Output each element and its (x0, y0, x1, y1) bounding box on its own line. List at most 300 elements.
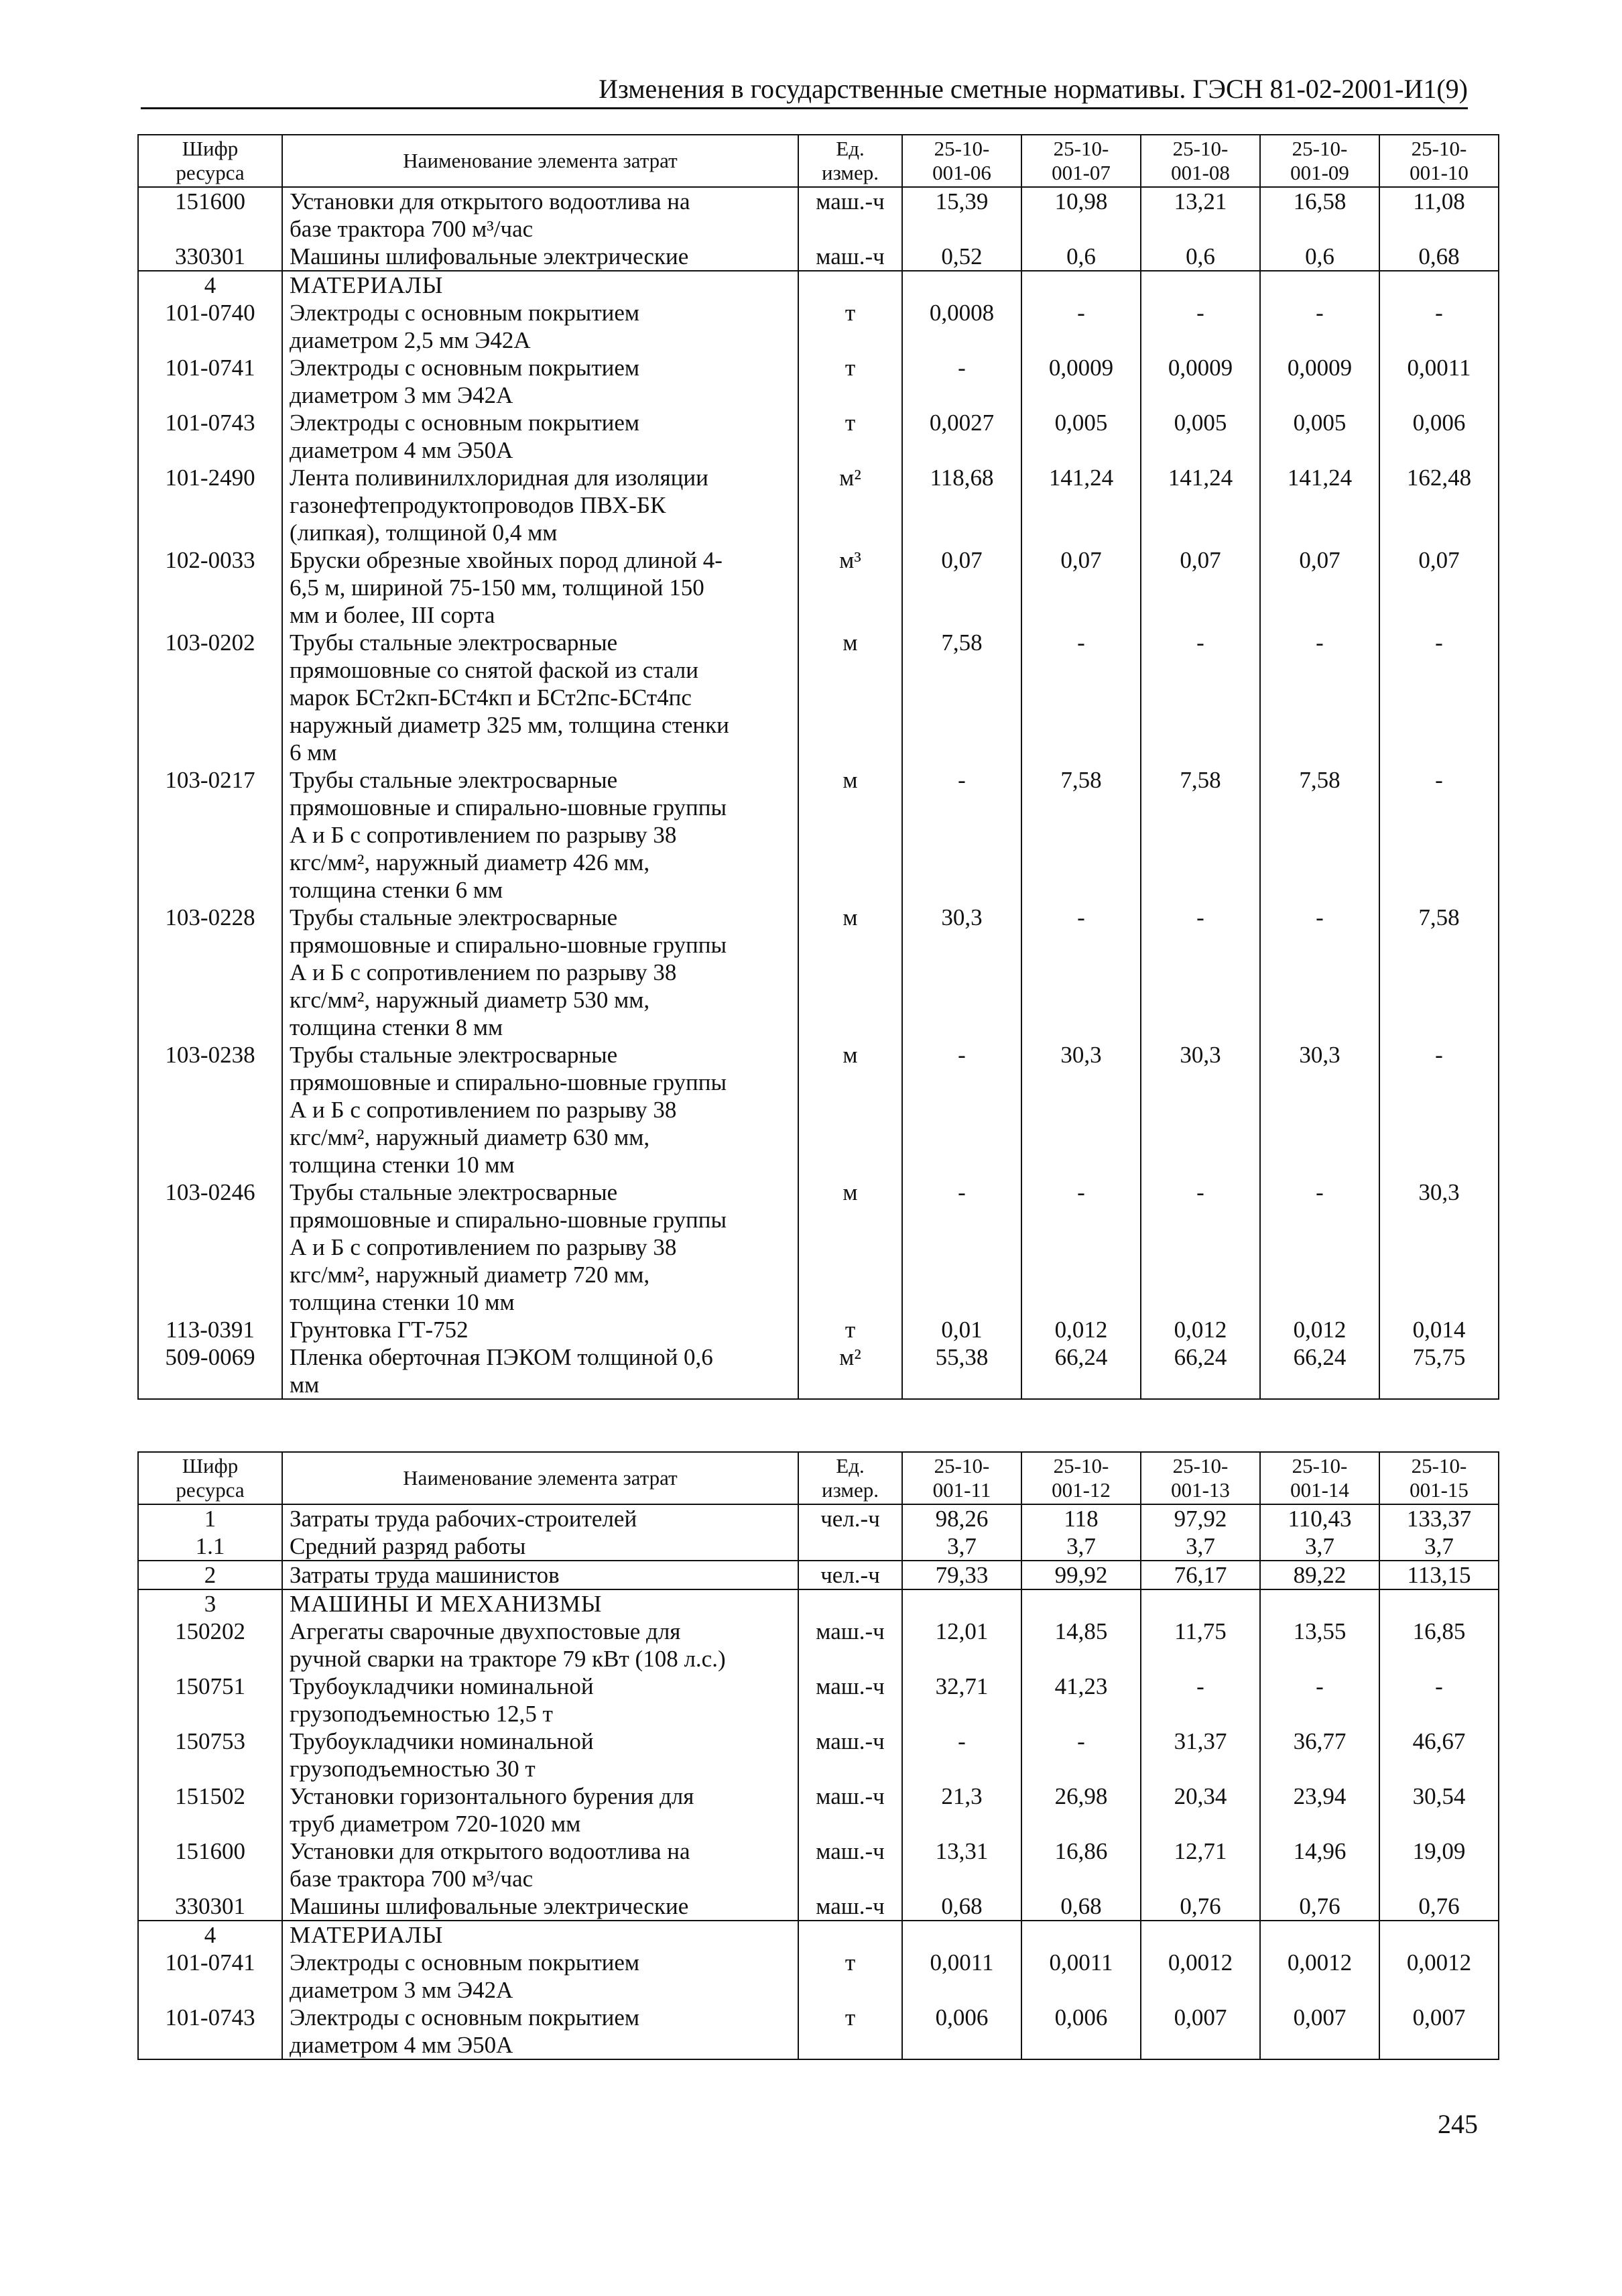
resource-code: 4 (138, 271, 282, 299)
norm-value: 30,3 (902, 904, 1021, 1041)
norm-value: - (1141, 629, 1260, 766)
norm-value (1379, 271, 1499, 299)
norm-value: 98,26 (902, 1504, 1021, 1532)
norm-value: 0,76 (1260, 1892, 1379, 1921)
name-line: грузоподъемностью 30 т (290, 1756, 536, 1782)
norm-value: 141,24 (1141, 464, 1260, 546)
norm-value: 30,3 (1141, 1041, 1260, 1179)
cost-element-name (282, 299, 798, 354)
cost-element-name (282, 1316, 798, 1343)
section-title (282, 1921, 798, 1949)
norm-value (1141, 1589, 1260, 1618)
cost-element-name (282, 1728, 798, 1783)
name-line: прямошовные и спирально-шовные группы (290, 794, 727, 821)
unit-cell: м (798, 1179, 902, 1316)
name-line: Пленка оберточная ПЭКОМ толщиной 0,6 (290, 1344, 713, 1370)
norm-column-header: 25-10- 001-13 (1141, 1452, 1260, 1504)
table-row (138, 629, 1499, 766)
name-line: МАШИНЫ И МЕХАНИЗМЫ (290, 1591, 603, 1617)
name-line: прямошовные со снятой фаской из стали (290, 657, 699, 683)
norm-value: 0,68 (1379, 243, 1499, 271)
norm-value: 162,48 (1379, 464, 1499, 546)
norm-column-header: 25-10- 001-11 (902, 1452, 1021, 1504)
norm-value: 3,7 (1379, 1532, 1499, 1561)
resource-code: 1 (138, 1504, 282, 1532)
table-row (138, 354, 1499, 409)
name-line: прямошовные и спирально-шовные группы (290, 1069, 727, 1095)
norm-value (1260, 271, 1379, 299)
norm-value (902, 271, 1021, 299)
norm-value: 3,7 (1260, 1532, 1379, 1561)
name-line: Трубы стальные электросварные (290, 767, 618, 793)
norm-value: 11,08 (1379, 187, 1499, 243)
norms-table-2 (137, 1451, 1499, 2060)
resource-code: 150202 (138, 1618, 282, 1673)
unit-cell: м² (798, 464, 902, 546)
cost-element-name (282, 546, 798, 629)
norm-value: 66,24 (1260, 1343, 1379, 1399)
norm-value (1021, 271, 1141, 299)
name-line: Трубоукладчики номинальной (290, 1673, 594, 1699)
table-row (138, 1673, 1499, 1728)
table-row (138, 2004, 1499, 2059)
table-row (138, 546, 1499, 629)
unit-cell: маш.-ч (798, 1618, 902, 1673)
name-line: МАТЕРИАЛЫ (290, 272, 444, 298)
resource-code: 103-0238 (138, 1041, 282, 1179)
name-line: газонефтепродуктопроводов ПВХ-БК (290, 492, 666, 518)
cost-element-name (282, 1618, 798, 1673)
table-row (138, 187, 1499, 243)
table-row (138, 1532, 1499, 1561)
name-line: кгс/мм², наружный диаметр 426 мм, (290, 849, 650, 875)
norm-value: 30,3 (1379, 1179, 1499, 1316)
norm-value: 133,37 (1379, 1504, 1499, 1532)
norm-value: 0,0009 (1021, 354, 1141, 409)
norm-value: 16,86 (1021, 1837, 1141, 1892)
resource-code: 103-0246 (138, 1179, 282, 1316)
name-line: марок БСт2кп-БСт4кп и БСт2пс-БСт4пс (290, 684, 692, 711)
norm-value: 110,43 (1260, 1504, 1379, 1532)
norm-value: - (1141, 904, 1260, 1041)
unit-cell (798, 1532, 902, 1561)
norm-value: - (1260, 1179, 1379, 1316)
name-line: Машины шлифовальные электрические (290, 243, 689, 269)
norm-value: 0,07 (902, 546, 1021, 629)
name-line: диаметром 2,5 мм Э42А (290, 327, 531, 353)
unit-cell (798, 271, 902, 299)
unit-cell: чел.-ч (798, 1561, 902, 1589)
resource-code: 102-0033 (138, 546, 282, 629)
norm-value (1141, 1921, 1260, 1949)
norm-value: 3,7 (1021, 1532, 1141, 1561)
cost-element-name (282, 1892, 798, 1921)
table-row (138, 1892, 1499, 1921)
name-line: А и Б с сопротивлением по разрыву 38 (290, 822, 677, 848)
norm-value: 0,0012 (1141, 1949, 1260, 2004)
name-line: Электроды с основным покрытием (290, 410, 640, 436)
norm-value: - (1141, 1179, 1260, 1316)
cost-element-name (282, 1949, 798, 2004)
norm-value: 118,68 (902, 464, 1021, 546)
norms-table-1 (137, 134, 1499, 1400)
resource-code: 151502 (138, 1783, 282, 1837)
name-line: Трубы стальные электросварные (290, 1179, 618, 1205)
norm-value: 0,6 (1021, 243, 1141, 271)
norm-value: 113,15 (1379, 1561, 1499, 1589)
resource-code: 1.1 (138, 1532, 282, 1561)
page-header (141, 75, 1468, 109)
resource-code: 150751 (138, 1673, 282, 1728)
norm-value: 15,39 (902, 187, 1021, 243)
norm-value: 12,71 (1141, 1837, 1260, 1892)
name-line: Трубоукладчики номинальной (290, 1728, 594, 1754)
norm-column-header: 25-10- 001-09 (1260, 135, 1379, 187)
cost-element-name (282, 904, 798, 1041)
name-line: мм (290, 1372, 320, 1398)
norm-value: 118 (1021, 1504, 1141, 1532)
cost-element-name (282, 1561, 798, 1589)
cost-element-name (282, 1532, 798, 1561)
cost-element-name (282, 1041, 798, 1179)
unit-cell: м² (798, 1343, 902, 1399)
table-row (138, 1179, 1499, 1316)
norm-value: - (1379, 629, 1499, 766)
unit-cell: м³ (798, 546, 902, 629)
name-line: 6 мм (290, 739, 337, 766)
resource-code: 103-0217 (138, 766, 282, 904)
name-line: толщина стенки 6 мм (290, 877, 503, 903)
name-line: кгс/мм², наружный диаметр 530 мм, (290, 987, 650, 1013)
unit-cell: т (798, 299, 902, 354)
norm-value (902, 1589, 1021, 1618)
unit-cell: чел.-ч (798, 1504, 902, 1532)
resource-code: 151600 (138, 187, 282, 243)
resource-code: 150753 (138, 1728, 282, 1783)
norm-value: 26,98 (1021, 1783, 1141, 1837)
name-line: толщина стенки 8 мм (290, 1014, 503, 1040)
norm-value: 0,007 (1379, 2004, 1499, 2059)
unit-cell (798, 1589, 902, 1618)
norm-value: 89,22 (1260, 1561, 1379, 1589)
table-row (138, 409, 1499, 464)
norm-value: - (1021, 1179, 1141, 1316)
unit-cell: т (798, 2004, 902, 2059)
norm-value: 0,006 (1379, 409, 1499, 464)
norm-value: 3,7 (902, 1532, 1021, 1561)
norm-value: - (902, 1041, 1021, 1179)
resource-code: 101-0741 (138, 354, 282, 409)
table-2-body (138, 1504, 1499, 2059)
name-line: Трубы стальные электросварные (290, 629, 618, 656)
norm-value: - (1021, 629, 1141, 766)
name-line: толщина стенки 10 мм (290, 1152, 515, 1178)
resource-code: 2 (138, 1561, 282, 1589)
unit-column-header: Ед. измер. (798, 1452, 902, 1504)
norm-value: 16,58 (1260, 187, 1379, 243)
name-line: А и Б с сопротивлением по разрыву 38 (290, 1097, 677, 1123)
resource-code: 151600 (138, 1837, 282, 1892)
name-line: Затраты труда рабочих-строителей (290, 1506, 637, 1532)
name-line: МАТЕРИАЛЫ (290, 1922, 444, 1948)
norm-value: 7,58 (1260, 766, 1379, 904)
table-row (138, 1316, 1499, 1343)
name-line: диаметром 3 мм Э42А (290, 1977, 513, 2003)
norm-value: - (902, 1728, 1021, 1783)
norm-value: 0,007 (1141, 2004, 1260, 2059)
norm-value (1379, 1921, 1499, 1949)
norm-value: 0,6 (1141, 243, 1260, 271)
page-number: 245 (1438, 2109, 1478, 2139)
norm-value: 141,24 (1260, 464, 1379, 546)
norm-value: 0,01 (902, 1316, 1021, 1343)
norm-value: 13,21 (1141, 187, 1260, 243)
table-row (138, 1783, 1499, 1837)
table-row (138, 1343, 1499, 1399)
table-row (138, 1504, 1499, 1532)
unit-cell: маш.-ч (798, 1837, 902, 1892)
name-line: Лента поливинилхлоридная для изоляции (290, 465, 708, 491)
name-line: Электроды с основным покрытием (290, 300, 640, 326)
norm-value: 66,24 (1141, 1343, 1260, 1399)
name-line: диаметром 3 мм Э42А (290, 382, 513, 408)
section-row (138, 1921, 1499, 1949)
code-column-header: Шифр ресурса (138, 1452, 282, 1504)
name-line: прямошовные и спирально-шовные группы (290, 1207, 727, 1233)
cost-element-name (282, 1837, 798, 1892)
norm-value: 30,54 (1379, 1783, 1499, 1837)
norm-value (1021, 1589, 1141, 1618)
norm-value: 0,07 (1021, 546, 1141, 629)
name-line: Машины шлифовальные электрические (290, 1893, 689, 1919)
name-line: А и Б с сопротивлением по разрыву 38 (290, 959, 677, 985)
table-row (138, 299, 1499, 354)
unit-cell: маш.-ч (798, 1892, 902, 1921)
name-line: 6,5 м, шириной 75-150 мм, толщиной 150 (290, 575, 704, 601)
norm-value: 19,09 (1379, 1837, 1499, 1892)
norm-value: 14,96 (1260, 1837, 1379, 1892)
norm-value: 0,005 (1260, 409, 1379, 464)
norm-value: 0,68 (1021, 1892, 1141, 1921)
norm-value: 0,07 (1379, 546, 1499, 629)
section-title (282, 271, 798, 299)
norm-value: 0,014 (1379, 1316, 1499, 1343)
name-line: Средний разряд работы (290, 1533, 526, 1559)
norm-value: 46,67 (1379, 1728, 1499, 1783)
table-row (138, 464, 1499, 546)
name-line: Грунтовка ГТ-752 (290, 1317, 469, 1343)
name-line: Электроды с основным покрытием (290, 2004, 640, 2031)
table-row (138, 243, 1499, 271)
unit-cell: т (798, 409, 902, 464)
norm-value: 0,6 (1260, 243, 1379, 271)
norm-value: 30,3 (1260, 1041, 1379, 1179)
norm-value: 76,17 (1141, 1561, 1260, 1589)
norm-value: 23,94 (1260, 1783, 1379, 1837)
cost-element-name (282, 243, 798, 271)
norm-value: 0,006 (902, 2004, 1021, 2059)
norm-value: - (902, 1179, 1021, 1316)
norm-column-header: 25-10- 001-06 (902, 135, 1021, 187)
norm-value (1379, 1589, 1499, 1618)
resource-code: 330301 (138, 1892, 282, 1921)
norm-column-header: 25-10- 001-07 (1021, 135, 1141, 187)
norm-value: 0,0011 (1021, 1949, 1141, 2004)
section-row (138, 271, 1499, 299)
norm-value: 10,98 (1021, 187, 1141, 243)
norm-value: 0,0011 (1379, 354, 1499, 409)
resource-code: 4 (138, 1921, 282, 1949)
norm-value: 7,58 (1141, 766, 1260, 904)
resource-code: 330301 (138, 243, 282, 271)
norm-value: 41,23 (1021, 1673, 1141, 1728)
name-line: Бруски обрезные хвойных пород длиной 4- (290, 547, 723, 573)
norm-value: 13,55 (1260, 1618, 1379, 1673)
name-line: ручной сварки на тракторе 79 кВт (108 л.с.) (290, 1646, 726, 1672)
norm-value: 21,3 (902, 1783, 1021, 1837)
norm-value: 30,3 (1021, 1041, 1141, 1179)
norm-value (1021, 1921, 1141, 1949)
unit-cell: т (798, 1949, 902, 2004)
table-row (138, 1618, 1499, 1673)
norm-value: - (1260, 629, 1379, 766)
name-line: (липкая), толщиной 0,4 мм (290, 520, 558, 546)
name-line: Затраты труда машинистов (290, 1562, 560, 1588)
norm-value: - (1141, 1673, 1260, 1728)
name-line: кгс/мм², наружный диаметр 720 мм, (290, 1262, 650, 1288)
name-line: кгс/мм², наружный диаметр 630 мм, (290, 1124, 650, 1150)
norm-value: 0,0011 (902, 1949, 1021, 2004)
unit-cell: маш.-ч (798, 243, 902, 271)
name-line: грузоподъемностью 12,5 т (290, 1701, 553, 1727)
norm-value: - (1379, 1041, 1499, 1179)
name-line: Установки горизонтального бурения для (290, 1783, 694, 1809)
norm-column-header: 25-10- 001-08 (1141, 135, 1260, 187)
table-row (138, 1041, 1499, 1179)
norm-value: 3,7 (1141, 1532, 1260, 1561)
table-row (138, 1728, 1499, 1783)
resource-code: 103-0228 (138, 904, 282, 1041)
norm-value (1141, 271, 1260, 299)
document-title: Изменения в государственные сметные нормативы. ГЭСН 81-02-2001-И1(9) (599, 74, 1468, 104)
unit-cell (798, 1921, 902, 1949)
resource-code: 509-0069 (138, 1343, 282, 1399)
table-row (138, 1561, 1499, 1589)
norm-value: 0,07 (1260, 546, 1379, 629)
cost-element-name (282, 187, 798, 243)
norm-value: 0,07 (1141, 546, 1260, 629)
name-line: диаметром 4 мм Э50А (290, 437, 513, 463)
cost-element-name (282, 1504, 798, 1532)
name-line: Электроды с основным покрытием (290, 355, 640, 381)
section-title (282, 1589, 798, 1618)
norm-value: - (1021, 904, 1141, 1041)
norm-value: 99,92 (1021, 1561, 1141, 1589)
norm-value: 11,75 (1141, 1618, 1260, 1673)
norm-value: 16,85 (1379, 1618, 1499, 1673)
norm-value (1260, 1921, 1379, 1949)
norm-value: - (1021, 1728, 1141, 1783)
resource-code: 101-0743 (138, 2004, 282, 2059)
unit-cell: маш.-ч (798, 1783, 902, 1837)
norm-value: 13,31 (902, 1837, 1021, 1892)
norm-value: 0,007 (1260, 2004, 1379, 2059)
name-line: толщина стенки 10 мм (290, 1289, 515, 1315)
norm-value: 0,52 (902, 243, 1021, 271)
cost-element-name (282, 2004, 798, 2059)
cost-element-name (282, 409, 798, 464)
norm-column-header: 25-10- 001-12 (1021, 1452, 1141, 1504)
resource-code: 113-0391 (138, 1316, 282, 1343)
norm-value: 0,006 (1021, 2004, 1141, 2059)
cost-element-name (282, 1343, 798, 1399)
norm-value: 7,58 (902, 629, 1021, 766)
resource-code: 103-0202 (138, 629, 282, 766)
norm-value: 75,75 (1379, 1343, 1499, 1399)
norm-value (902, 1921, 1021, 1949)
norm-value: 66,24 (1021, 1343, 1141, 1399)
resource-code: 101-0740 (138, 299, 282, 354)
cost-element-name (282, 1179, 798, 1316)
norm-column-header: 25-10- 001-10 (1379, 135, 1499, 187)
name-line: Электроды с основным покрытием (290, 1949, 640, 1976)
table-row (138, 904, 1499, 1041)
name-line: Установки для открытого водоотлива на (290, 1838, 690, 1864)
norm-value: 141,24 (1021, 464, 1141, 546)
name-column-header: Наименование элемента затрат (282, 135, 798, 187)
norm-value: 0,005 (1141, 409, 1260, 464)
norm-value: 7,58 (1021, 766, 1141, 904)
name-line: труб диаметром 720-1020 мм (290, 1811, 581, 1837)
table-row (138, 1837, 1499, 1892)
name-line: Установки для открытого водоотлива на (290, 188, 690, 215)
norm-value: - (1141, 299, 1260, 354)
norm-value: 0,76 (1379, 1892, 1499, 1921)
name-line: диаметром 4 мм Э50А (290, 2032, 513, 2058)
norm-value: 0,0008 (902, 299, 1021, 354)
cost-element-name (282, 629, 798, 766)
name-line: Агрегаты сварочные двухпостовые для (290, 1618, 681, 1644)
name-column-header: Наименование элемента затрат (282, 1452, 798, 1504)
resource-code: 3 (138, 1589, 282, 1618)
unit-cell: маш.-ч (798, 187, 902, 243)
name-line: прямошовные и спирально-шовные группы (290, 932, 727, 958)
norm-value: 97,92 (1141, 1504, 1260, 1532)
resource-code: 101-2490 (138, 464, 282, 546)
norm-value: 0,0009 (1141, 354, 1260, 409)
cost-element-name (282, 464, 798, 546)
norm-value: - (1260, 299, 1379, 354)
norm-value: 0,76 (1141, 1892, 1260, 1921)
norm-column-header: 25-10- 001-14 (1260, 1452, 1379, 1504)
name-line: базе трактора 700 м³/час (290, 216, 534, 242)
table-1-body (138, 187, 1499, 1399)
norm-value: 14,85 (1021, 1618, 1141, 1673)
cost-element-name (282, 1783, 798, 1837)
unit-cell: м (798, 629, 902, 766)
table-row (138, 1949, 1499, 2004)
table-header-row (138, 135, 1499, 187)
name-line: мм и более, III сорта (290, 602, 495, 628)
norm-value: 55,38 (902, 1343, 1021, 1399)
norm-value: 0,005 (1021, 409, 1141, 464)
norm-value: 32,71 (902, 1673, 1021, 1728)
resource-code: 101-0743 (138, 409, 282, 464)
norm-value: - (902, 354, 1021, 409)
resource-code: 101-0741 (138, 1949, 282, 2004)
cost-element-name (282, 766, 798, 904)
norm-value: 31,37 (1141, 1728, 1260, 1783)
